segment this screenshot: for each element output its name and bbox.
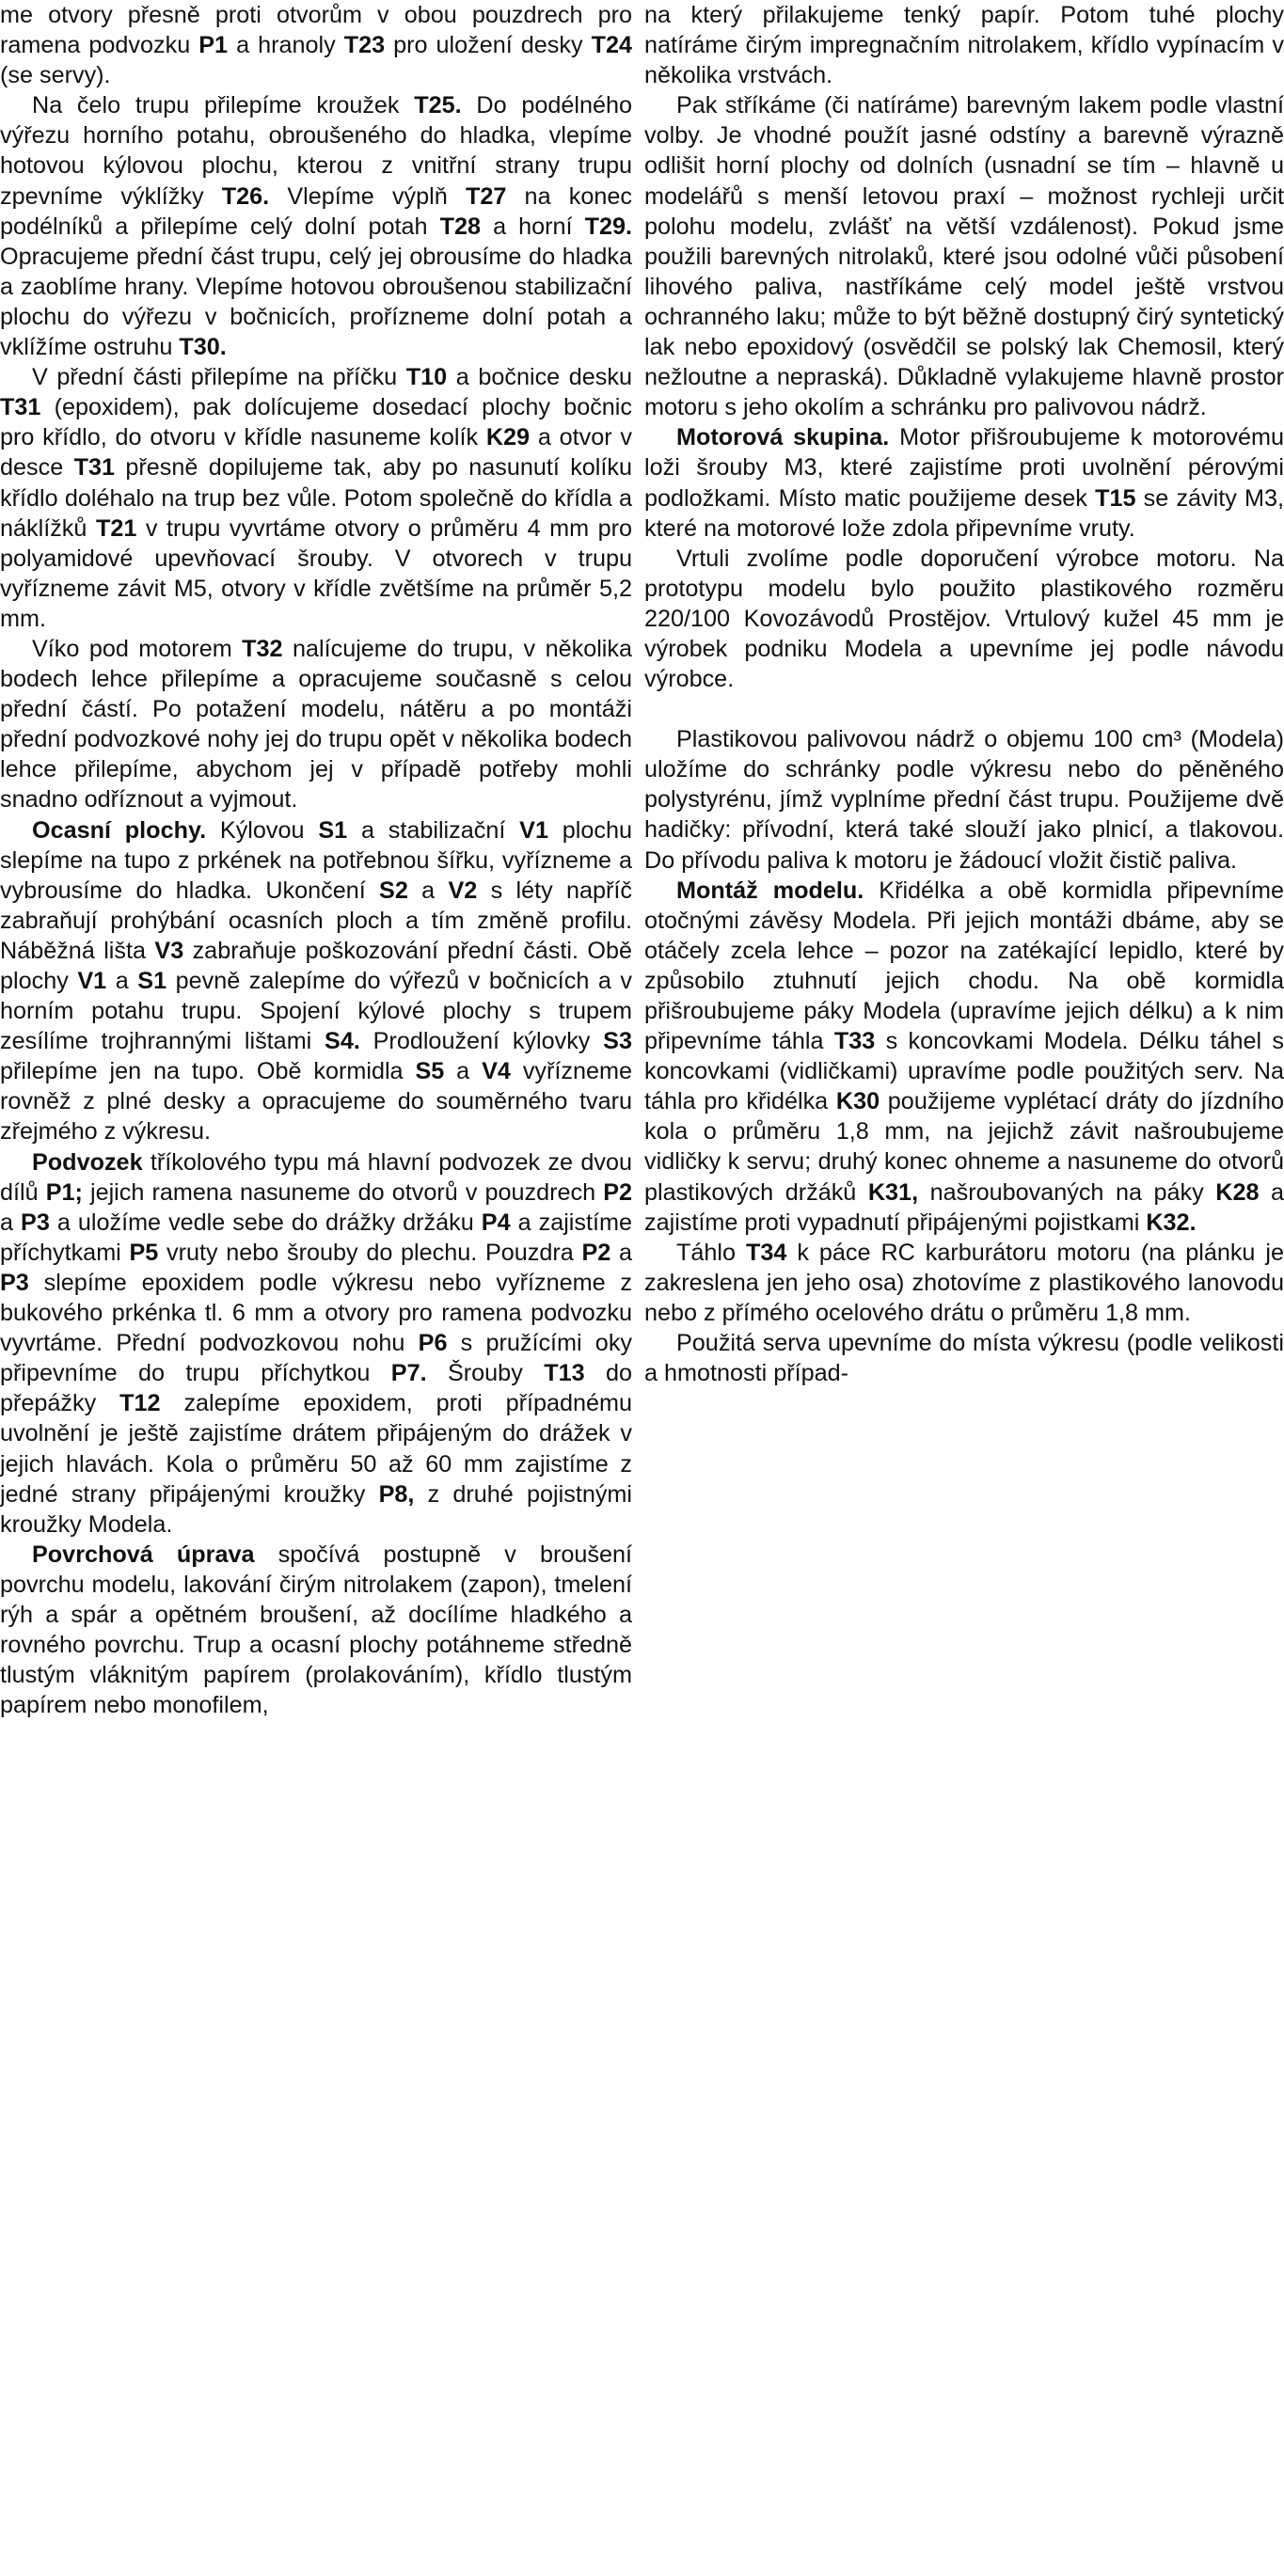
paragraph [644, 1328, 1284, 1388]
bold-term: P5 [129, 1239, 159, 1266]
text-run: a [0, 1209, 22, 1236]
paragraph [0, 815, 632, 1147]
text-run: (se servy). [0, 62, 111, 89]
text-run: s koncovkami Modela. Délku táhel s koncovkami (vidličkami) upravíme podle použitých serv. Na táhla pro křidélka [644, 1028, 1284, 1115]
paragraph [644, 876, 1284, 1238]
bold-term: P6 [418, 1330, 448, 1357]
text-run: a zajistíme proti vypadnutí připájenými pojistkami [644, 1178, 1284, 1236]
text-run: v trupu vyvrtáme otvory o průměru 4 mm pro polyamidové upevňovací šrouby. V otvorech v trupu vyřízneme závit M5, otvory v křídle zvětšíme na průměr 5,2 mm. [0, 514, 632, 632]
text-run: z druhé pojistnými kroužky Modela. [0, 1480, 632, 1538]
paragraph [644, 0, 1284, 90]
text-run: a horní [481, 213, 585, 240]
text-run: a stabilizační [347, 816, 520, 844]
text-run: do přepážky [0, 1360, 632, 1417]
text-run: slepíme epoxidem podle výkresu nebo vyřízneme z bukového prkénka tl. 6 mm a otvory pro ramena podvozku vyvrtáme. Přední podvozkovou nohu [0, 1269, 632, 1357]
text-run: plochu slepíme na tupo z prkének na potřebnou šířku, vyřízneme a vybrousíme do hladka. Ukončení [0, 816, 632, 904]
bold-term: T33 [833, 1028, 876, 1055]
text-run: s léty napříč zabraňují prohýbání ocasních ploch a tím změně profilu. Náběžná lišta [0, 877, 632, 964]
bold-term: T31 [73, 454, 115, 482]
text-run: pevně zalepíme do výřezů v bočnicích a v horním potahu trupu. Spojení kýlové plochy s trupem zesílíme trojhrannými lištami [0, 968, 632, 1055]
bold-term: S2 [379, 877, 408, 904]
bold-term: K31, [867, 1178, 919, 1206]
text-run: Motor přišroubujeme k motorovému loži šrouby M3, které zajistíme proti uvolnění pérovými podložkami. Místo matic použijeme desek [644, 424, 1284, 512]
bold-term: T25. [414, 92, 462, 119]
text-run: přilepíme jen na tupo. Obě kormidla [0, 1058, 416, 1085]
text-run: použijeme vyplétací dráty do jízdního kola o průměru 1,8 mm, na jejichž závit našroubujeme vidličky k servu; druhý konec ohneme a nasuneme do otvorů plastikových držáků [644, 1088, 1284, 1206]
bold-term: P1; [45, 1178, 83, 1206]
paragraph-spacer [644, 694, 1284, 724]
bold-term: Motorová skupina. [676, 424, 890, 451]
bold-term: K29 [485, 424, 531, 451]
text-run: Vrtuli zvolíme podle doporučení výrobce motoru. Na prototypu modelu bylo použito plastikového rozměru 220/100 Kovozávodů Prostějov. Vrtulový kužel 45 mm je výrobek podniku Modela a upevníme jej podle návodu výrobce. [644, 545, 1284, 693]
text-run: Plastikovou palivovou nádrž o objemu 100 cm³ (Modela) uložíme do schránky podle výkresu nebo do pěněného polystyrénu, jímž vyplníme přední část trupu. Použijeme dvě hadičky: přívodní, která také slouží jako plnicí, a tlakovou. Do přívodu paliva k motoru je žádoucí vložit čistič paliva. [644, 726, 1284, 874]
text-run: Křidélka a obě kormidla připevníme otočnými závěsy Modela. Při jejich montáži dbáme, aby se otáčely zcela lehce – pozor na zatékající lepidlo, které by způsobilo ztuhnutí jejich chodu. Na obě kormidla přišroubujeme páky Modela (upravíme jejich délku) a k nim připevníme táhla [644, 877, 1284, 1055]
text-run: zabraňuje poškozování přední části. Obě plochy [0, 937, 632, 994]
bold-term: T12 [119, 1390, 161, 1417]
text-run: našroubovaných na páky [918, 1178, 1216, 1206]
bold-term: K32. [1146, 1209, 1197, 1236]
text-run: Kýlovou [206, 816, 319, 844]
bold-term: Ocasní plochy. [32, 816, 207, 844]
bold-term: T23 [343, 32, 386, 59]
text-run: Na čelo trupu přilepíme kroužek [32, 92, 415, 119]
text-run: nalícujeme do trupu, v několika bodech lehce přilepíme a opracujeme současně s celou přední částí. Po potažení modelu, nátěru a po montáži přední podvozkové nohy jej do trupu opět v několika bodech lehce přilepíme, abychom jej v případě potřeby mohli snadno odříznout a vyjmout. [0, 635, 632, 814]
bold-term: V4 [482, 1058, 511, 1085]
text-run: a otvor v desce [0, 424, 632, 482]
text-run: Použitá serva upevníme do místa výkresu (podle velikosti a hmotnosti případ- [644, 1330, 1284, 1387]
text-run: a bočnice desku [447, 364, 632, 391]
text-run: s pružícími oky připevníme do trupu příchytkou [0, 1330, 633, 1387]
bold-term: P1 [198, 32, 229, 59]
bold-term: P2 [581, 1239, 611, 1266]
paragraph [644, 422, 1284, 543]
text-run: a zajistíme příchytkami [0, 1209, 632, 1266]
bold-term: T26. [221, 182, 270, 210]
bold-term: P3 [0, 1269, 29, 1296]
paragraph [0, 362, 632, 634]
bold-term: V1 [77, 968, 107, 994]
bold-term: Podvozek [32, 1148, 143, 1176]
bold-term: T32 [242, 635, 283, 662]
bold-term: P8, [378, 1480, 415, 1508]
bold-term: P4 [481, 1209, 511, 1236]
paragraph [0, 1540, 632, 1721]
bold-term: P7. [390, 1360, 427, 1387]
text-run: na který přilakujeme tenký papír. Potom tuhé plochy natíráme čirým impregnačním nitrolakem, křídlo vypínacím v několika vrstvách. [644, 2, 1284, 89]
text-run: tříkolového typu má hlavní podvozek ze dvou dílů [0, 1148, 632, 1206]
text-column-right [644, 0, 1284, 1388]
text-run: Do podélného výřezu horního potahu, obroušeného do hladka, vlepíme hotovou kýlovou plochu, kterou z vnitřní strany trupu zpevníme výklížky [0, 92, 632, 210]
text-run: se závity M3, které na motorové lože zdola připevníme vruty. [644, 484, 1284, 542]
paragraph [0, 90, 632, 362]
bold-term: P2 [603, 1178, 633, 1206]
text-run: V přední části přilepíme na příčku [32, 364, 406, 391]
text-run: (epoxidem), pak dolícujeme dosedací plochy bočnic pro křídlo, do otvoru v křídle nasuneme kolík [0, 394, 632, 451]
text-run: Šrouby [426, 1360, 545, 1387]
text-run: a [106, 968, 138, 994]
bold-term: V3 [154, 937, 184, 964]
paragraph [0, 634, 632, 815]
text-run: Víko pod motorem [32, 635, 243, 662]
text-run: na konec podélníků a přilepíme celý dolní potah [0, 182, 632, 240]
text-run: me otvory přesně proti otvorům v obou pouzdrech pro ramena podvozku [0, 2, 632, 59]
text-run: přesně dopilujeme tak, aby po nasunutí kolíku křídlo doléhalo na trup bez vůle. Potom společně do křídla a náklížků [0, 454, 632, 542]
bold-term: T34 [745, 1239, 787, 1266]
bold-term: T27 [465, 182, 507, 210]
paragraph [644, 90, 1284, 422]
bold-term: T15 [1095, 484, 1136, 512]
text-run: zalepíme epoxidem, proti případnému uvolnění je ještě zajistíme drátem připájeným do drážek v jejich hlavách. Kola o průměru 50 až 60 mm zajistíme z jedné strany připájenými kroužky [0, 1390, 633, 1508]
bold-term: T21 [95, 514, 137, 542]
text-run: pro uložení desky [385, 32, 592, 59]
text-run: a [610, 1239, 633, 1266]
bold-term: T31 [0, 394, 41, 421]
text-run: Vlepíme výplň [269, 182, 466, 210]
paragraph [0, 1147, 632, 1540]
text-run: a hranoly [228, 32, 344, 59]
text-run: Pak stříkáme (či natíráme) barevným lakem podle vlastní volby. Je vhodné použít jasné odstíny a barevně výrazně odlišit horní plochy od dolních (usnadní se tím – hlavně u modelářů s menší letovou praxí – možnost rychleji určit polohu modelu, zvlášť na větší vzdálenost). Pokud jsme použili barevných nitrolaků, které jsou odolné vůči působení lihového paliva, nastříkáme celý model ještě vrstvou ochranného laku; může to být běžně dostupný čirý syntetický lak nebo epoxidový (osvědčil se polský lak Chemosil, který nežloutne a nepraská). Důkladně vylakujeme hlavně prostor motoru s jeho okolím a schránku pro palivovou nádrž. [644, 92, 1284, 421]
text-run: a [407, 877, 449, 904]
text-run: vruty nebo šrouby do plechu. Pouzdra [158, 1239, 582, 1266]
text-run: jejich ramena nasuneme do otvorů v pouzdrech [82, 1178, 604, 1206]
bold-term: V1 [519, 816, 548, 844]
text-run: spočívá postupně v broušení povrchu modelu, lakování čirým nitrolakem (zapon), tmelení rýh a spár a opětném broušení, až docílíme hladkého a rovného povrchu. Trup a ocasní plochy potáhneme středně tlustým vláknitým papírem (prolakováním), křídlo tlustým papírem nebo monofilem, [0, 1541, 632, 1719]
bold-term: Povrchová úprava [32, 1541, 255, 1568]
bold-term: S1 [318, 816, 348, 844]
bold-term: S1 [137, 968, 167, 994]
bold-term: P3 [21, 1209, 50, 1236]
bold-term: T30. [179, 334, 227, 361]
text-run: vyřízneme rovněž z plné desky a opracujeme do souměrného tvaru zřejmého z výkresu. [0, 1058, 633, 1146]
bold-term: T13 [544, 1360, 585, 1387]
paragraph [644, 544, 1284, 694]
text-column-left [0, 0, 632, 1720]
paragraph [0, 0, 632, 90]
text-run: a [444, 1058, 483, 1085]
bold-term: S3 [603, 1028, 632, 1055]
text-run: Táhlo [676, 1239, 746, 1266]
bold-term: S5 [415, 1058, 445, 1085]
text-run: Opracujeme přední část trupu, celý jej obrousíme do hladka a zaoblíme hrany. Vlepíme hotovou obroušenou stabilizační plochu do výřezu v bočnicích, prořízneme dolní potah a vklížíme ostruhu [0, 243, 632, 361]
bold-term: T24 [591, 32, 632, 59]
bold-term: Montáž modelu. [676, 877, 864, 904]
text-run: a uložíme vedle sebe do drážky držáku [49, 1209, 482, 1236]
bold-term: K28 [1215, 1178, 1260, 1206]
text-run: Prodloužení kýlovky [359, 1028, 604, 1055]
bold-term: T29. [584, 213, 633, 240]
text-run: k páce RC karburátoru motoru (na plánku je zakreslena jen jeho osa) zhotovíme z plastikového lanovodu nebo z přímého ocelového drátu o průměru 1,8 mm. [644, 1239, 1284, 1326]
bold-term: T28 [439, 213, 482, 240]
bold-term: S4. [325, 1028, 360, 1055]
bold-term: K30 [835, 1088, 880, 1115]
paragraph [644, 724, 1284, 875]
paragraph [644, 1238, 1284, 1328]
bold-term: T10 [405, 364, 448, 391]
bold-term: V2 [448, 877, 478, 904]
